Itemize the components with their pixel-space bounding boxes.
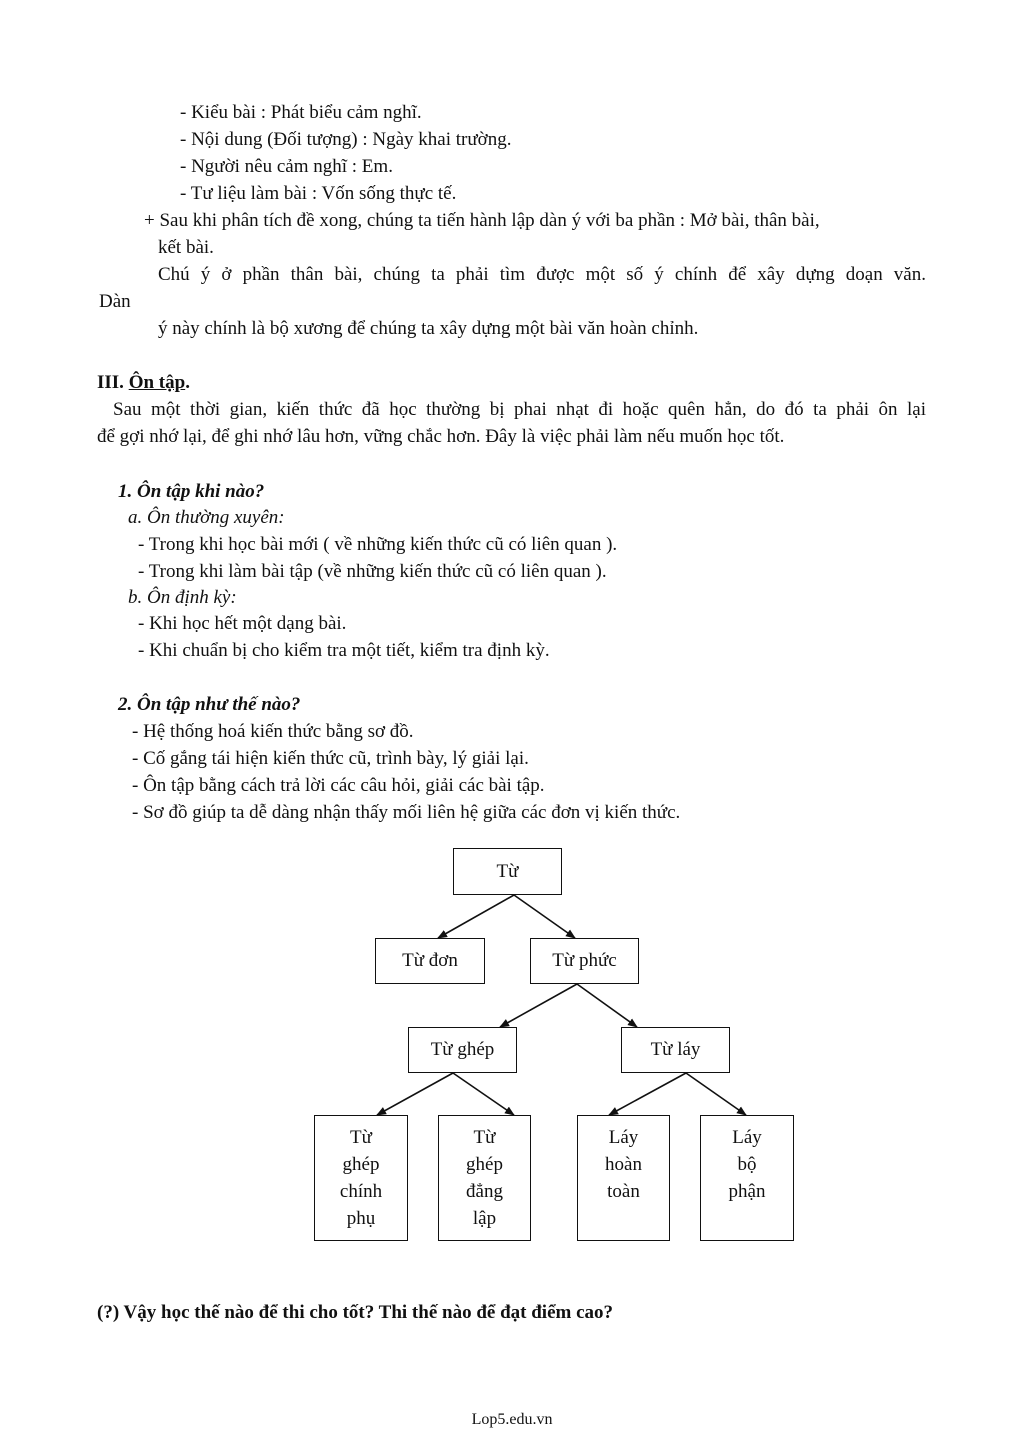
q1-sub-b: b. Ôn định kỳ: [128,587,237,608]
intro-line-9: ý này chính là bộ xương để chúng ta xây dựng một bài văn hoàn chỉnh. [158,318,699,339]
node-lay-hoan-toan [577,1115,670,1241]
leaf1-line: ghép [342,1154,380,1175]
leaf3-line: hoàn [605,1154,642,1175]
section-paragraph-line-2: để gợi nhớ lại, để ghi nhớ lâu hơn, vững chắc hơn. Đây là việc phải làm nếu muốn học tốt. [97,426,785,447]
q2-item-1: - Hệ thống hoá kiến thức bằng sơ đồ. [132,721,414,742]
q1-title: 1. Ôn tập khi nào? [118,481,265,502]
intro-line-7: Chú ý ở phần thân bài, chúng ta phải tìm được một số ý chính để xây dựng doạn văn. [158,264,926,285]
q1-b-item-2: - Khi chuẩn bị cho kiểm tra một tiết, kiểm tra định kỳ. [138,640,550,661]
arrow-ghep-to-leaf2 [453,1073,514,1115]
node-tu-phuc-label: Từ phức [552,950,617,971]
q1-sub-a: a. Ôn thường xuyên: [128,507,285,528]
section-title-dot: . [185,372,190,393]
leaf4-line: bộ [737,1154,757,1175]
arrow-lay-to-leaf4 [686,1073,746,1115]
leaf2-line: đẳng [466,1181,503,1202]
arrow-root-to-don [438,895,514,938]
q1-a-item-1: - Trong khi học bài mới ( về những kiến thức cũ có liên quan ). [138,534,618,555]
node-tu-lay [621,1027,730,1073]
leaf1-line: chính [339,1181,383,1202]
intro-line-3: - Người nêu cảm nghĩ : Em. [180,156,393,177]
leaf2-line: lập [472,1208,497,1229]
q1-b-item-1: - Khi học hết một dạng bài. [138,613,347,634]
leaf4-line: Láy [732,1127,762,1148]
node-tu-ghep-chinh-phu [314,1115,408,1241]
q2-item-4: - Sơ đồ giúp ta dễ dàng nhận thấy mối liên hệ giữa các đơn vị kiến thức. [132,802,681,823]
node-tu-ghep-label: Từ ghép [430,1039,495,1060]
section-number: III. [97,372,124,393]
intro-line-2: - Nội dung (Đối tượng) : Ngày khai trường. [180,129,512,150]
node-tu-don [375,938,485,984]
closing-question: (?) Vậy học thế nào để thi cho tốt? Thi thế nào để đạt điểm cao? [97,1302,614,1323]
section-title: Ôn tập [128,372,186,393]
node-tu-ghep-dang-lap [438,1115,531,1241]
leaf2-line: Từ [473,1127,496,1148]
intro-line-5: + Sau khi phân tích đề xong, chúng ta tiến hành lập dàn ý với ba phần : Mở bài, thân bài, [144,210,820,231]
section-paragraph-line-1: Sau một thời gian, kiến thức đã học thường bị phai nhạt đi hoặc quên hẳn, do đó ta phải ôn lại [113,399,926,420]
leaf3-line: Láy [608,1127,639,1148]
arrow-ghep-to-leaf1 [377,1073,453,1115]
intro-line-1: - Kiểu bài : Phát biểu cảm nghĩ. [180,102,422,123]
arrow-lay-to-leaf3 [609,1073,686,1115]
arrow-phuc-to-ghep [500,984,577,1027]
intro-line-4: - Tư liệu làm bài : Vốn sống thực tế. [180,183,457,204]
node-tu-phuc [530,938,639,984]
q2-item-2: - Cố gắng tái hiện kiến thức cũ, trình bày, lý giải lại. [132,748,529,769]
arrow-root-to-phuc [514,895,575,938]
intro-line-8: Dàn [99,291,131,312]
node-tu-don-label: Từ đơn [402,950,458,971]
leaf4-line: phận [728,1181,766,1202]
leaf3-line: toàn [607,1181,640,1202]
node-tu-label: Từ [496,860,519,882]
q2-item-3: - Ôn tập bằng cách trả lời các câu hỏi, giải các bài tập. [132,775,545,796]
node-tu-lay-label: Từ láy [650,1039,701,1060]
page-footer: Lop5.edu.vn [471,1411,553,1428]
q1-a-item-2: - Trong khi làm bài tập (về những kiến thức cũ có liên quan ). [138,561,607,582]
leaf1-line: phụ [346,1208,376,1229]
q2-title: 2. Ôn tập như thế nào? [118,694,301,715]
node-lay-bo-phan [700,1115,794,1241]
leaf1-line: Từ [350,1127,372,1148]
node-tu [453,848,562,895]
arrow-phuc-to-lay [577,984,637,1027]
node-tu-ghep [408,1027,517,1073]
intro-line-6: kết bài. [158,237,214,258]
leaf2-line: ghép [466,1154,503,1175]
